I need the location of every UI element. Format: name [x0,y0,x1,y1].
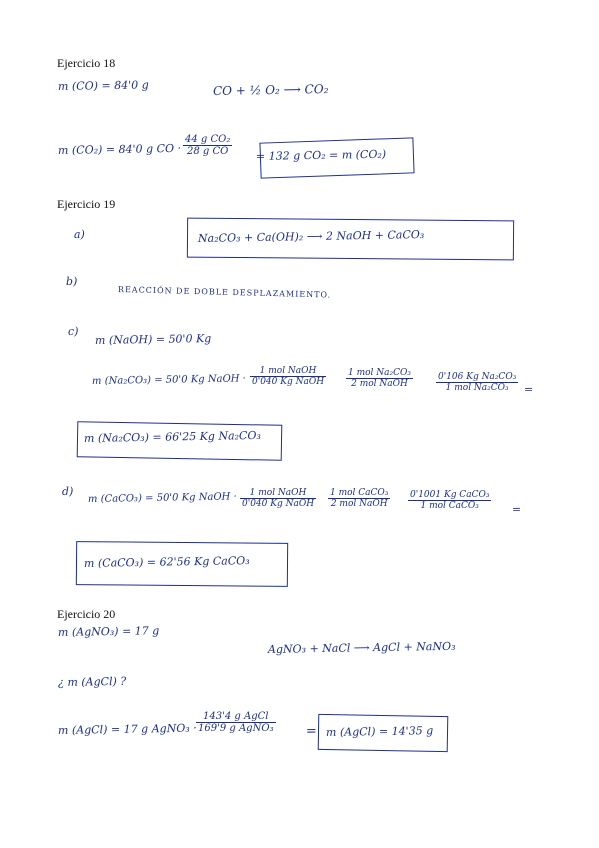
ex19-d-fraction-3-num: 0'1001 Kg CaCO₃ [410,490,490,500]
ex19-d-label: d) [61,484,74,498]
ex19-d-fraction-2-den: 2 mol NaOH [330,499,388,509]
ex19-c-fraction-3-den: 1 mol Na₂CO₃ [445,383,509,393]
ex19-d-fraction-1 [240,488,316,509]
ex19-d-result: m (CaCO₃) = 62'56 Kg CaCO₃ [83,554,250,570]
ex19-d-fraction-2 [328,488,390,509]
ex19-c-fraction-1 [250,366,326,387]
ex19-b-label: b) [65,274,78,288]
ex19-c-fraction-2-num: 1 mol Na₂CO₃ [348,368,411,378]
ex20-result: m (AgCl) = 14'35 g [325,724,434,739]
ex20-fraction [196,711,276,734]
ex20-fraction-num: 143'4 g AgCl [196,711,276,723]
ex19-d-calc-lhs: m (CaCO₃) = 50'0 Kg NaOH · [87,491,237,505]
ex18-reaction: CO + ½ O₂ ⟶ CO₂ [212,81,329,98]
ex19-a-reaction: Na₂CO₃ + Ca(OH)₂ ⟶ 2 NaOH + CaCO₃ [197,228,425,245]
ex19-c-fraction-2 [346,368,413,389]
ex19-d-equals: = [511,502,522,516]
ex19-c-label: c) [67,324,79,338]
ex18-fraction [183,134,232,157]
ex19-c-fraction-1-den: 0'040 Kg NaOH [252,377,325,387]
ex19-d-fraction-1-num: 1 mol NaOH [240,488,316,499]
ex19-title: Ejercicio 19 [57,197,116,211]
ex18-mass-co: m (CO) = 84'0 g [57,78,149,93]
ex20-equals: = [305,723,318,739]
ex20-calc-lhs: m (AgCl) = 17 g AgNO₃ · [57,721,197,737]
ex19-c-fraction-1-num: 1 mol NaOH [250,366,326,377]
ex19-c-calc-lhs: m (Na₂CO₃) = 50'0 Kg NaOH · [91,373,246,387]
ex19-c-equals: = [523,382,534,396]
ex20-question: ¿ m (AgCl) ? [57,674,127,689]
ex20-reaction: AgNO₃ + NaCl ⟶ AgCl + NaNO₃ [267,639,456,656]
ex19-c-fraction-2-den: 2 mol NaOH [351,379,408,389]
ex18-calc-lhs: m (CO₂) = 84'0 g CO · [57,141,182,157]
ex18-fraction-num: 44 g CO₂ [185,134,231,145]
ex19-d-fraction-2-num: 1 mol CaCO₃ [330,488,389,498]
ex19-c-result: m (Na₂CO₃) = 66'25 Kg Na₂CO₃ [83,428,261,445]
ex19-c-fraction-3-num: 0'106 Kg Na₂CO₃ [438,372,517,382]
ex19-d-fraction-1-den: 0'040 Kg NaOH [242,499,315,509]
ex19-d-fraction-3-den: 1 mol CaCO₃ [420,501,479,511]
ex18-title: Ejercicio 18 [57,56,116,70]
ex20-title: Ejercicio 20 [57,607,116,621]
ex19-b-text: REACCIÓN DE DOBLE DESPLAZAMIENTO. [117,285,332,300]
ex19-a-label: a) [73,227,85,241]
ex19-c-mass: m (NaOH) = 50'0 Kg [94,331,212,347]
ex20-mass-agno3: m (AgNO₃) = 17 g [57,624,160,639]
ex18-fraction-den: 28 g CO [187,146,229,157]
ex18-result: = 132 g CO₂ = m (CO₂) [255,147,387,163]
ex19-c-fraction-3 [436,372,518,393]
ex19-d-fraction-3 [408,490,491,511]
ex20-fraction-den: 169'9 g AgNO₃ [198,723,274,734]
